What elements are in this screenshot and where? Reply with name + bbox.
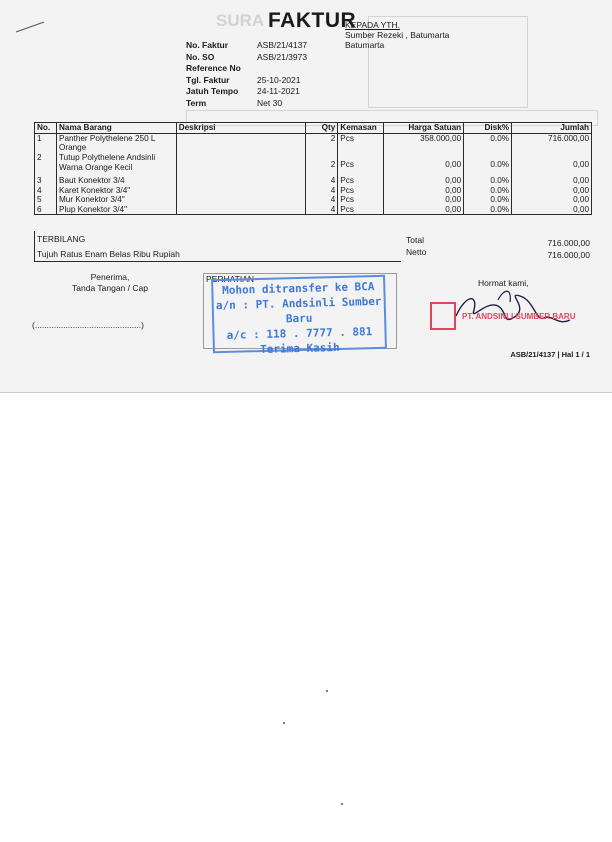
total-value: 716.000,00 bbox=[547, 238, 590, 248]
meta-label: Term bbox=[186, 97, 207, 108]
cell-qty: 4 bbox=[306, 176, 338, 186]
cell-kemasan: Pcs bbox=[338, 153, 384, 176]
cell-kemasan: Pcs bbox=[338, 186, 384, 196]
table-row bbox=[35, 205, 592, 215]
meta-label: No. Faktur bbox=[186, 40, 229, 50]
col-header-no: No. bbox=[35, 123, 57, 134]
company-logo-icon bbox=[430, 302, 456, 330]
receiver-sign-caption: Tanda Tangan / Cap bbox=[72, 282, 148, 293]
table-row bbox=[35, 176, 592, 186]
invoice-title: FAKTUR bbox=[268, 9, 357, 32]
col-header-kemasan: Kemasan bbox=[338, 123, 384, 134]
receiver-label: Penerima, bbox=[90, 272, 130, 282]
cell-no: 3 bbox=[35, 176, 57, 186]
meta-row bbox=[186, 40, 367, 52]
cell-harga-satuan: 0,00 bbox=[384, 186, 464, 196]
recipient-line-2: Batumarta bbox=[345, 40, 385, 50]
meta-value: 25-10-2021 bbox=[257, 74, 301, 85]
meta-value bbox=[257, 63, 367, 75]
table-row bbox=[35, 195, 592, 205]
cell-no: 2 bbox=[35, 153, 57, 176]
netto-label: Netto bbox=[406, 247, 427, 257]
terbilang-box bbox=[34, 231, 401, 262]
cell-qty: 4 bbox=[306, 205, 338, 215]
cell-disk: 0.0% bbox=[464, 205, 512, 215]
ghost-title: SURA bbox=[216, 11, 265, 30]
cell-no: 6 bbox=[35, 205, 57, 215]
scan-speck bbox=[326, 690, 328, 692]
meta-label: Reference No bbox=[186, 63, 241, 74]
col-header-harga-satuan: Harga Satuan bbox=[384, 123, 464, 134]
company-name: PT. ANDSINLI SUMBER BARU bbox=[462, 312, 576, 321]
netto-value: 716.000,00 bbox=[547, 250, 590, 260]
cell-jumlah: 0,00 bbox=[512, 153, 592, 176]
invoice-meta bbox=[186, 40, 367, 110]
page-reference: ASB/21/4137 | Hal 1 / 1 bbox=[510, 350, 590, 359]
meta-value: 24-11-2021 bbox=[257, 86, 300, 97]
invoice-sheet bbox=[0, 0, 612, 393]
perhatian-label: PERHATIAN bbox=[206, 274, 255, 284]
cell-nama-barang: Mur Konektor 3/4" bbox=[56, 195, 176, 205]
terbilang-text: Tujuh Ratus Enam Belas Ribu Rupiah bbox=[37, 249, 180, 259]
stamp-line-3: a/c : 118 . 7777 . 881 bbox=[226, 325, 373, 342]
cell-qty: 2 bbox=[306, 153, 338, 176]
meta-row bbox=[186, 52, 367, 64]
cell-harga-satuan: 358.000,00 bbox=[384, 133, 464, 153]
bank-transfer-stamp bbox=[211, 275, 387, 357]
cell-jumlah: 0,00 bbox=[512, 205, 592, 215]
cell-nama-barang: Karet Konektor 3/4" bbox=[56, 186, 176, 196]
cell-disk: 0.0% bbox=[464, 186, 512, 196]
cell-disk: 0.0% bbox=[464, 195, 512, 205]
cell-nama-barang: Baut Konektor 3/4 bbox=[56, 176, 176, 186]
cell-nama-barang bbox=[56, 153, 176, 176]
cell-jumlah: 0,00 bbox=[512, 195, 592, 205]
cell-kemasan: Pcs bbox=[338, 176, 384, 186]
receiver-block bbox=[40, 272, 180, 293]
cell-no: 4 bbox=[35, 186, 57, 196]
cell-deskripsi bbox=[176, 133, 306, 153]
company-stamp bbox=[430, 302, 580, 332]
cell-nama-line-1: Tutup Polythelene Andsinli bbox=[58, 153, 156, 163]
cell-deskripsi bbox=[176, 205, 306, 215]
cell-nama-barang bbox=[56, 133, 176, 153]
meta-value: ASB/21/3973 bbox=[257, 51, 308, 62]
cell-deskripsi bbox=[176, 176, 306, 186]
meta-row bbox=[186, 98, 367, 110]
cell-disk: 0.0% bbox=[464, 153, 512, 176]
meta-label: Tgl. Faktur bbox=[186, 74, 230, 85]
stamp-line-2: a/n : PT. Andsinli Sumber Baru bbox=[215, 294, 382, 326]
cell-jumlah: 0,00 bbox=[512, 176, 592, 186]
cell-nama-line-1: Panther Polythelene 250 L bbox=[58, 133, 156, 143]
terbilang-label: TERBILANG bbox=[37, 234, 86, 244]
table-header-row bbox=[35, 123, 592, 134]
meta-row bbox=[186, 63, 367, 75]
col-header-nama-barang: Nama Barang bbox=[56, 123, 176, 134]
stamp-line-4: Terima Kasih bbox=[259, 340, 340, 357]
meta-label: No. SO bbox=[186, 51, 215, 62]
hormat-label: Hormat kami, bbox=[478, 278, 529, 288]
cell-disk: 0.0% bbox=[464, 176, 512, 186]
cell-kemasan: Pcs bbox=[338, 133, 384, 153]
cell-deskripsi bbox=[176, 195, 306, 205]
cell-no: 1 bbox=[35, 133, 57, 153]
cell-disk: 0.0% bbox=[464, 133, 512, 153]
cell-qty: 4 bbox=[306, 195, 338, 205]
cell-harga-satuan: 0,00 bbox=[384, 205, 464, 215]
cell-harga-satuan: 0,00 bbox=[384, 176, 464, 186]
cell-no: 5 bbox=[35, 195, 57, 205]
meta-value: Net 30 bbox=[257, 97, 283, 108]
cell-harga-satuan: 0,00 bbox=[384, 153, 464, 176]
scan-speck bbox=[341, 803, 343, 805]
table-row bbox=[35, 186, 592, 196]
receiver-sign-line: (.............................................) bbox=[32, 320, 144, 330]
cell-deskripsi bbox=[176, 186, 306, 196]
meta-row bbox=[186, 86, 367, 98]
cell-kemasan: Pcs bbox=[338, 195, 384, 205]
cell-nama-barang: Plup Konektor 3/4" bbox=[56, 205, 176, 215]
recipient-label: KEPADA YTH. bbox=[345, 20, 400, 30]
table-row bbox=[35, 133, 592, 153]
cell-deskripsi bbox=[176, 153, 306, 176]
cell-jumlah: 716.000,00 bbox=[512, 133, 592, 153]
scan-speck bbox=[283, 722, 285, 724]
col-header-disk: Disk% bbox=[464, 123, 512, 134]
meta-label: Jatuh Tempo bbox=[186, 86, 239, 97]
cell-harga-satuan: 0,00 bbox=[384, 195, 464, 205]
recipient-line-1: Sumber Rezeki , Batumarta bbox=[345, 30, 450, 40]
cell-jumlah: 0,00 bbox=[512, 186, 592, 196]
table-row bbox=[35, 153, 592, 176]
col-header-deskripsi: Deskripsi bbox=[176, 123, 306, 134]
cell-nama-line-2: Warna Orange Kecil bbox=[58, 162, 133, 172]
stamp-line-1: Mohon ditransfer ke BCA bbox=[222, 280, 375, 298]
total-label: Total bbox=[406, 235, 424, 245]
cell-qty: 2 bbox=[306, 133, 338, 153]
meta-row bbox=[186, 75, 367, 87]
col-header-qty: Qty bbox=[306, 123, 338, 134]
scan-mark-icon bbox=[14, 18, 54, 36]
cell-qty: 4 bbox=[306, 186, 338, 196]
cell-nama-line-2: Orange bbox=[58, 143, 87, 153]
cell-kemasan: Pcs bbox=[338, 205, 384, 215]
col-header-jumlah: Jumlah bbox=[512, 123, 592, 134]
meta-value: ASB/21/4137 bbox=[257, 40, 308, 50]
items-table bbox=[34, 122, 592, 215]
